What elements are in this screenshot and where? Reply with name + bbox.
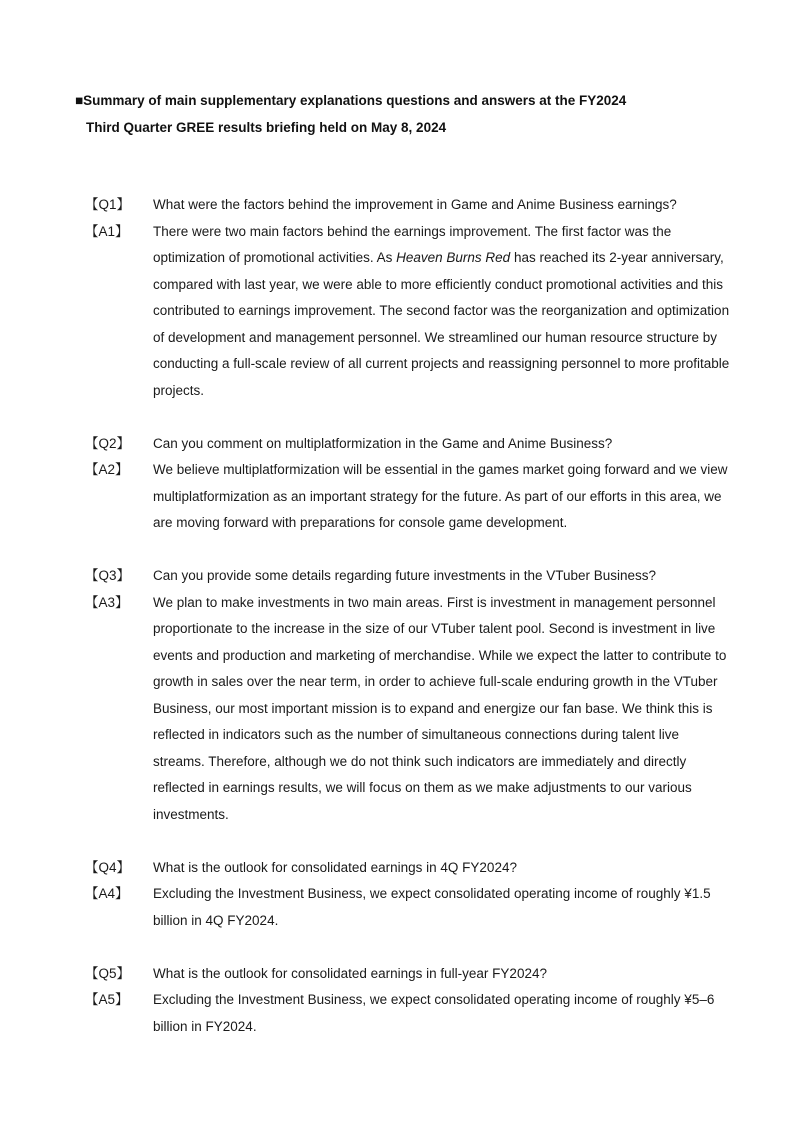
question-label: 【Q2】 — [85, 435, 131, 451]
question-text: Can you comment on multiplatformization in the Game and Anime Business? — [153, 435, 613, 451]
question-text: What is the outlook for consolidated earnings in full-year FY2024? — [153, 965, 547, 981]
answer-text: We plan to make investments in two main areas. First is investment in management personnel proportionate to the increase in the size of our VTuber talent pool. Second is investment in live events and production and marketing of merchandise. While we expect the latter to contribute to growth in sales over the near term, in order to achieve full-scale enduring growth in the VTuber Business, our most important mission is to expand and energize our fan base. We think this is reflected in indicators such as the number of simultaneous connections during talent live streams. Therefore, although we do not think such indicators are immediately and directly reflected in earnings results, we will focus on them as we make adjustments to our various investments. — [153, 594, 727, 822]
answer-label: 【A4】 — [85, 886, 129, 901]
answer-text: Excluding the Investment Business, we expect consolidated operating income of roughly ¥5–6 billion in FY2024. — [153, 992, 715, 1034]
question-text: What were the factors behind the improvement in Game and Anime Business earnings? — [153, 197, 677, 212]
question-row — [85, 563, 732, 590]
question-label: 【Q5】 — [85, 965, 131, 981]
question-text: What is the outlook for consolidated earnings in 4Q FY2024? — [153, 859, 517, 875]
answer-row — [85, 457, 732, 537]
answer-row — [85, 590, 732, 829]
answer-text: Excluding the Investment Business, we expect consolidated operating income of roughly ¥1.5 billion in 4Q FY2024. — [153, 886, 711, 928]
question-text: Can you provide some details regarding future investments in the VTuber Business? — [153, 568, 657, 583]
qa-block-3 — [75, 563, 732, 828]
answer-label: 【A2】 — [85, 462, 129, 477]
qa-block-1 — [75, 192, 732, 404]
question-label: 【Q1】 — [85, 197, 131, 212]
document-title-line-2: Third Quarter GREE results briefing held on May 8, 2024 — [86, 119, 447, 135]
question-row — [85, 192, 732, 219]
qa-block-2 — [75, 431, 732, 537]
answer-row — [85, 219, 732, 405]
qa-block-4 — [75, 855, 732, 935]
document-title-line-1: ■Summary of main supplementary explanations questions and answers at the FY2024 — [75, 93, 627, 108]
answer-row — [85, 881, 732, 934]
question-row — [85, 855, 732, 882]
question-row — [85, 431, 732, 458]
answer-text: There were two main factors behind the earnings improvement. The first factor was the optimization of promotional activities. As Heaven Burns Red has reached its 2-year anniversary, compared with last year, we were able to more efficiently conduct promotional activities and this contributed to earnings improvement. The second factor was the reorganization and optimization of development and management personnel. We streamlined our human resource structure by conducting a full-scale review of all current projects and reassigning personnel to more profitable projects. — [153, 223, 730, 398]
question-label: 【Q4】 — [85, 859, 131, 875]
answer-text: We believe multiplatformization will be essential in the games market going forward and we view multiplatformization as an important strategy for the future. As part of our efforts in this area, we are moving forward with preparations for console game development. — [153, 462, 728, 530]
answer-label: 【A3】 — [85, 594, 129, 610]
qa-block-5 — [75, 961, 732, 1041]
document-title — [75, 88, 732, 141]
answer-label: 【A1】 — [85, 223, 129, 239]
answer-label: 【A5】 — [85, 992, 129, 1007]
qa-list — [75, 192, 732, 1040]
answer-row — [85, 987, 732, 1040]
question-label: 【Q3】 — [85, 568, 131, 583]
question-row — [85, 961, 732, 988]
